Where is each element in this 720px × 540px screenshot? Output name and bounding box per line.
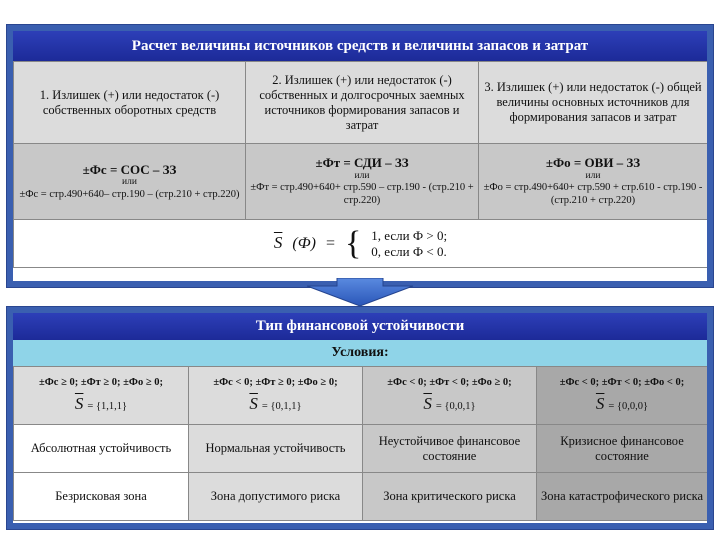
- stability-panel: [13, 313, 707, 523]
- condition-cell-4: [537, 367, 708, 425]
- formula-cell-2: [246, 144, 479, 220]
- type-name-2: Нормальная устойчивость: [189, 425, 363, 473]
- piecewise-arg: (Ф): [292, 234, 316, 252]
- vector-s-2: $\overline{S}$: [249, 393, 258, 413]
- vector-1: = {1,1,1}: [87, 400, 128, 412]
- formula-or-2: или: [354, 171, 370, 181]
- piecewise-s: $\overline{S}$: [273, 233, 283, 253]
- formula-2: ±Фт = СДИ – ЗЗ: [315, 155, 409, 171]
- formula-3: ±Фо = ОВИ – ЗЗ: [545, 155, 641, 171]
- formula-detail-3: ±Фо = стр.490+640+ стр.590 + стр.610 - стр.190 - (стр.210 + стр.220): [483, 182, 703, 206]
- stability-title: Тип финансовой устойчивости: [13, 313, 707, 340]
- column-header-2: 2. Излишек (+) или недостаток (-) собственных и долгосрочных заемных источников формирования запасов и затрат: [246, 62, 479, 144]
- type-name-3: Неустойчивое финансовое состояние: [363, 425, 537, 473]
- column-header-3: 3. Излишек (+) или недостаток (-) общей величины основных источников для формирования запасов и затрат: [479, 62, 708, 144]
- stability-frame: [6, 306, 714, 530]
- sources-frame: [6, 24, 714, 288]
- stability-table: [13, 366, 707, 521]
- risk-zone-1: Безрисковая зона: [14, 473, 189, 521]
- piecewise-eq: =: [325, 234, 335, 252]
- column-header-1: 1. Излишек (+) или недостаток (-) собственных оборотных средств: [14, 62, 246, 144]
- sources-table: [13, 61, 707, 268]
- vector-2: = {0,1,1}: [261, 400, 302, 412]
- risk-zone-4: Зона катастрофического риска: [537, 473, 708, 521]
- condition-1: ±Фс ≥ 0; ±Фт ≥ 0; ±Фо ≥ 0;: [39, 377, 163, 388]
- condition-cell-1: [14, 367, 189, 425]
- formula-detail-1: ±Фс = стр.490+640– стр.190 – (стр.210 + стр.220): [19, 188, 240, 200]
- condition-4: ±Фс < 0; ±Фт < 0; ±Фо < 0;: [559, 377, 685, 388]
- conditions-label: Условия:: [13, 340, 707, 367]
- type-name-4: Кризисное финансовое состояние: [537, 425, 708, 473]
- formula-or-1: или: [122, 177, 137, 188]
- vector-4: = {0,0,0}: [608, 400, 649, 412]
- condition-3: ±Фс < 0; ±Фт < 0; ±Фо ≥ 0;: [387, 377, 512, 388]
- down-arrow-icon: [303, 278, 417, 306]
- condition-cell-3: [363, 367, 537, 425]
- piecewise-case-1: 1, если Ф > 0;: [371, 227, 448, 243]
- risk-zone-2: Зона допустимого риска: [189, 473, 363, 521]
- piecewise-formula: [14, 220, 708, 268]
- condition-cell-2: [189, 367, 363, 425]
- risk-zone-3: Зона критического риска: [363, 473, 537, 521]
- brace-icon: {: [344, 224, 362, 262]
- formula-detail-2: ±Фт = стр.490+640+ стр.590 – стр.190 - (стр.210 + стр.220): [250, 182, 474, 206]
- vector-s-3: $\overline{S}$: [423, 393, 432, 413]
- formula-cell-1: [14, 144, 246, 220]
- formula-1: ±Фс = СОС – ЗЗ: [82, 161, 177, 177]
- formula-cell-3: [479, 144, 708, 220]
- formula-or-3: или: [585, 171, 601, 181]
- vector-s-1: $\overline{S}$: [74, 393, 84, 413]
- sources-title: Расчет величины источников средств и величины запасов и затрат: [13, 31, 707, 61]
- vector-3: = {0,0,1}: [435, 400, 476, 412]
- type-name-1: Абсолютная устойчивость: [14, 425, 189, 473]
- condition-2: ±Фс < 0; ±Фт ≥ 0; ±Фо ≥ 0;: [213, 377, 338, 388]
- sources-panel: [13, 31, 707, 281]
- piecewise-case-2: 0, если Ф < 0.: [371, 243, 447, 259]
- vector-s-4: $\overline{S}$: [595, 393, 605, 413]
